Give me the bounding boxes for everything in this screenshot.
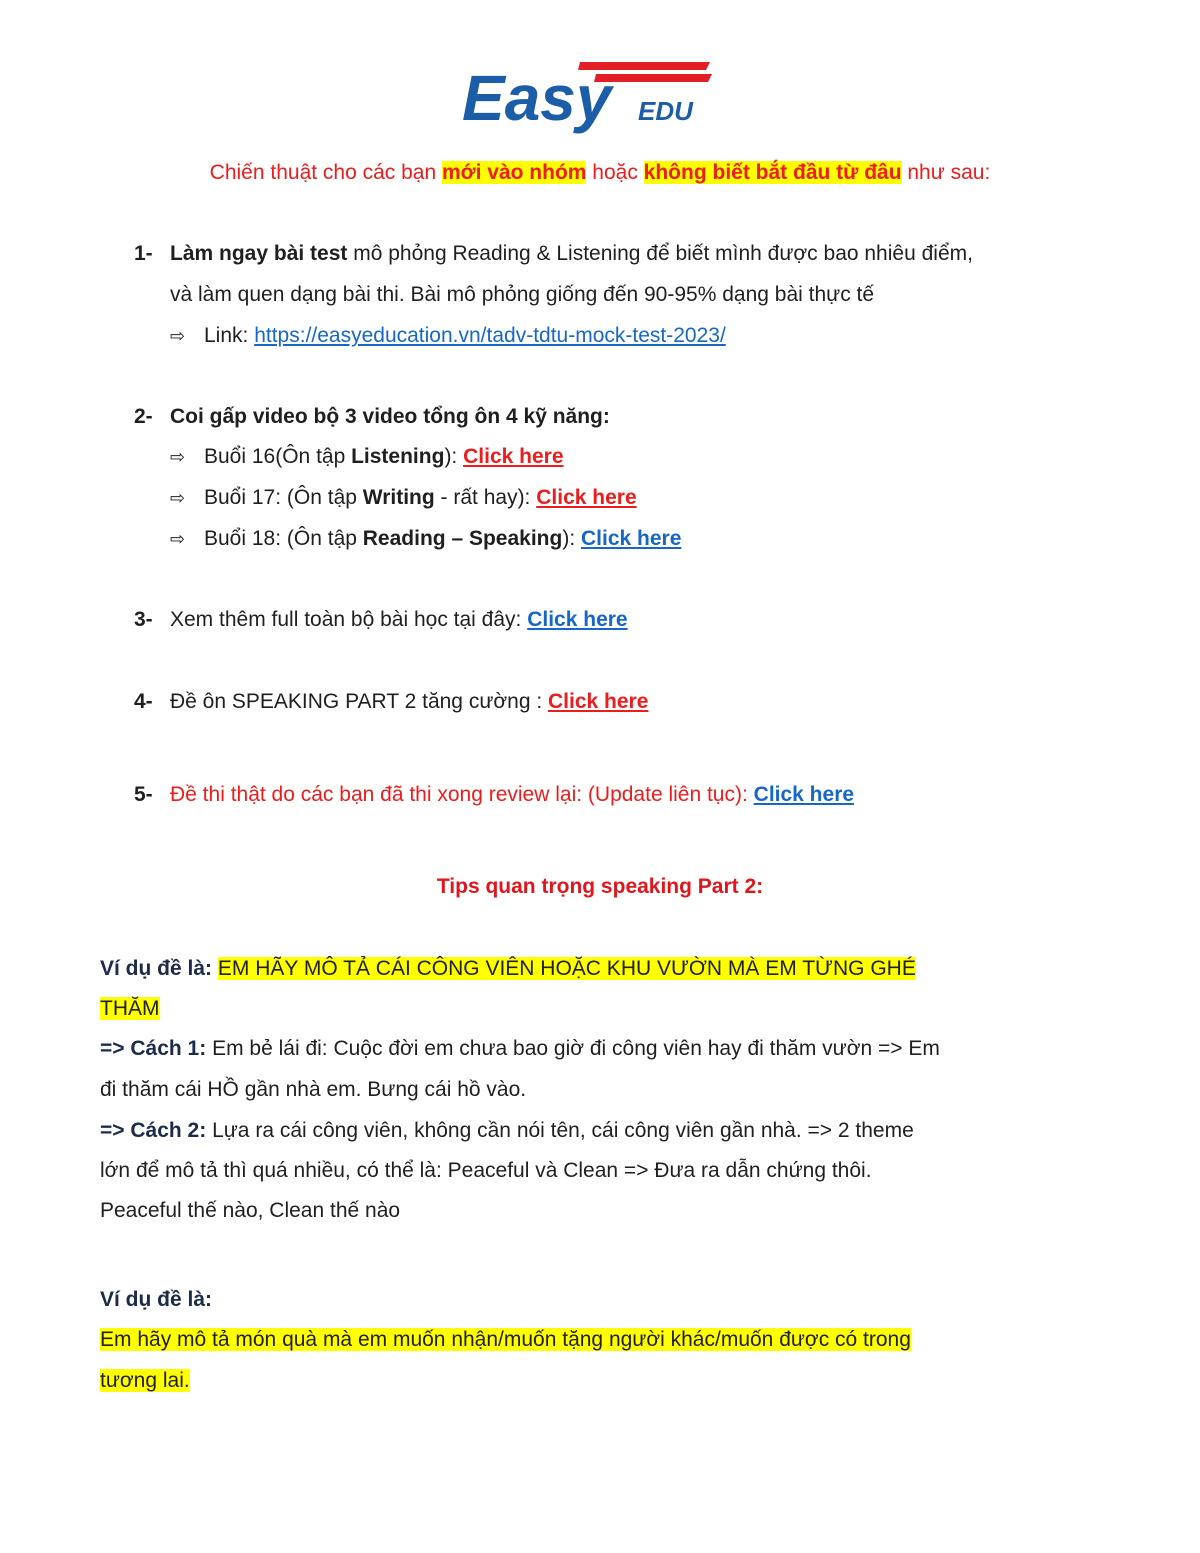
method-2-label: => Cách 2: (100, 1119, 207, 1142)
item-bold: Listening (351, 445, 445, 468)
step-4-text: Đề ôn SPEAKING PART 2 tăng cường : (170, 690, 549, 713)
session-16-link[interactable]: Click here (463, 445, 564, 468)
step-4 (134, 688, 648, 716)
step-1-bold: Làm ngay bài test (170, 242, 348, 265)
method-1-label: => Cách 1: (100, 1037, 207, 1060)
intro-text-1: Chiến thuật cho các bạn (209, 161, 442, 184)
method-1-line-2: đi thăm cái HỒ gần nhà em. Bưng cái hồ vào. (100, 1078, 527, 1101)
arrow-right-icon: ⇨ (170, 447, 186, 467)
speaking-part2-link[interactable]: Click here (548, 690, 649, 713)
example-2-topic-line-2: tương lai. (100, 1369, 190, 1392)
example-1-topic: EM HÃY MÔ TẢ CÁI CÔNG VIÊN HOẶC KHU VƯỜN MÀ EM TỪNG GHÉ (217, 957, 916, 980)
step-1-text: mô phỏng Reading & Listening để biết mình được bao nhiêu điểm, (347, 242, 973, 265)
all-lessons-link[interactable]: Click here (527, 608, 628, 631)
intro-highlight-1: mới vào nhóm (442, 161, 587, 184)
item-text: - rất hay): (434, 486, 537, 509)
real-exam-review-link[interactable]: Click here (753, 783, 855, 806)
step-2 (134, 403, 610, 431)
method-2 (100, 1117, 914, 1145)
example-2-label: Ví dụ đề là: (100, 1288, 213, 1311)
method-1 (100, 1035, 940, 1063)
item-text: ): (562, 527, 581, 550)
example-1 (100, 955, 916, 983)
step-3-text: Xem thêm full toàn bộ bài học tại đây: (170, 608, 528, 631)
arrow-right-icon: ⇨ (170, 529, 186, 549)
example-2-topic-line-1: Em hãy mô tả món quà mà em muốn nhận/muốn tặng người khác/muốn được có trong (100, 1328, 911, 1351)
step-3-number: 3- (134, 608, 153, 631)
tips-title: Tips quan trọng speaking Part 2: (436, 875, 764, 898)
arrow-right-icon: ⇨ (170, 488, 186, 508)
method-2-line-2: lớn để mô tả thì quá nhiều, có thể là: Peaceful và Clean => Đưa ra dẫn chứng thôi. (100, 1159, 872, 1182)
item-bold: Reading – Speaking (362, 527, 563, 550)
item-bold: Writing (362, 486, 435, 509)
step-3 (134, 606, 628, 634)
step-1-line-2: và làm quen dạng bài thi. Bài mô phỏng giống đến 90-95% dạng bài thực tế (170, 283, 875, 306)
step-1 (134, 240, 973, 268)
item-text: ): (444, 445, 464, 468)
example-1-topic-cont: THĂM (100, 997, 160, 1020)
step-5-text: Đề thi thật do các bạn đã thi xong review lại: (Update liên tục): (170, 783, 754, 806)
example-2-topic (100, 1326, 911, 1354)
item-text: Buổi 18: (Ôn tập (204, 527, 363, 550)
list-item (170, 525, 681, 553)
method-2-text: Lựa ra cái công viên, không cần nói tên, cái công viên gần nhà. => 2 theme (206, 1119, 914, 1142)
example-1-label: Ví dụ đề là: (100, 957, 218, 980)
item-text: Buổi 17: (Ôn tập (204, 486, 363, 509)
step-4-number: 4- (134, 690, 153, 713)
list-item (170, 484, 637, 512)
session-17-link[interactable]: Click here (536, 486, 637, 509)
intro-text-2: hoặc (586, 161, 644, 184)
intro-text-3: như sau: (901, 161, 991, 184)
method-2-line-3: Peaceful thế nào, Clean thế nào (100, 1199, 401, 1222)
svg-text:Easy: Easy (462, 62, 612, 134)
mock-test-link[interactable]: https://easyeducation.vn/tadv-tdtu-mock-test-2023/ (254, 324, 726, 347)
intro-highlight-2: không biết bắt đầu từ đâu (643, 161, 902, 184)
step-5 (134, 781, 854, 809)
item-text: Buổi 16(Ôn tập (204, 445, 352, 468)
intro-line (0, 159, 1200, 187)
session-18-link[interactable]: Click here (581, 527, 682, 550)
step-1-link-line (170, 322, 726, 350)
svg-text:EDU: EDU (638, 96, 693, 126)
method-1-text: Em bẻ lái đi: Cuộc đời em chưa bao giờ đi công viên hay đi thăm vườn => Em (206, 1037, 940, 1060)
example-1-line-2 (100, 995, 160, 1023)
easy-edu-logo (460, 58, 712, 142)
arrow-right-icon: ⇨ (170, 326, 186, 346)
example-2-topic-cont (100, 1367, 190, 1395)
list-item (170, 443, 564, 471)
step-2-number: 2- (134, 405, 153, 428)
link-label: Link: (204, 324, 255, 347)
step-2-title: Coi gấp video bộ 3 video tổng ôn 4 kỹ năng: (170, 405, 610, 428)
step-1-number: 1- (134, 242, 153, 265)
step-5-number: 5- (134, 783, 153, 806)
